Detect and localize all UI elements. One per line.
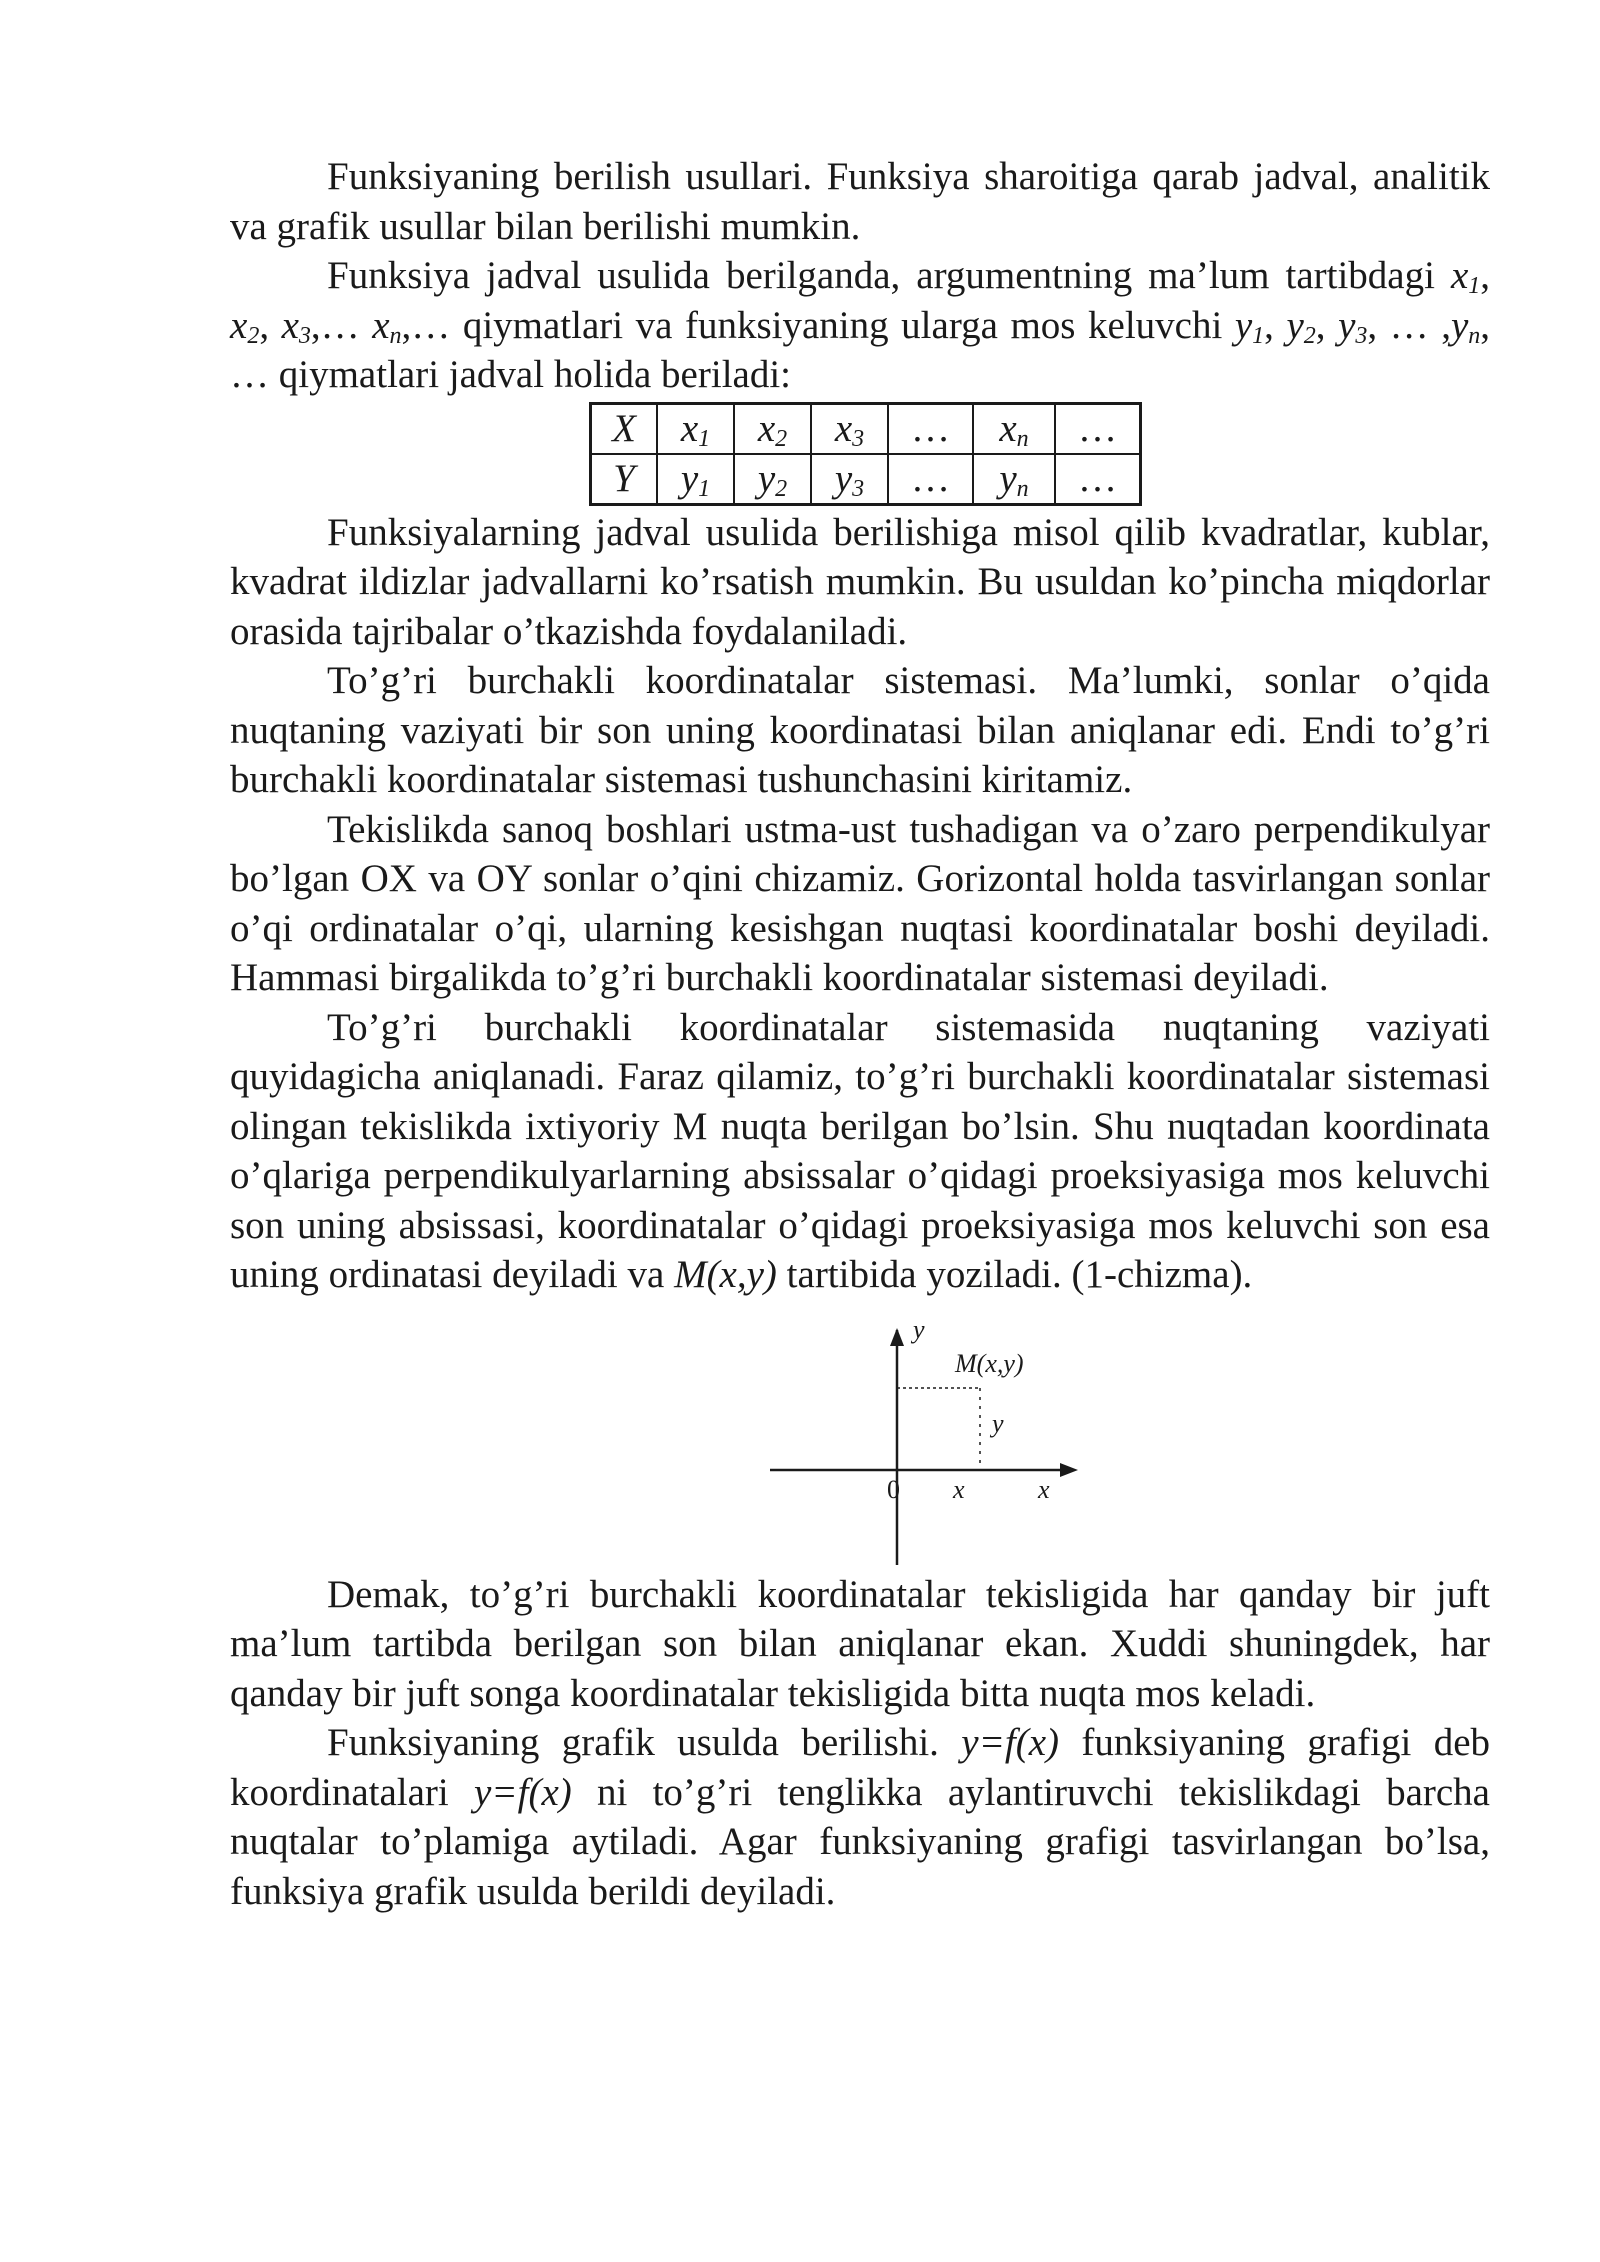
yn-symbol: $y_n$ <box>1450 303 1481 349</box>
table-row-x <box>591 403 1141 454</box>
y-coordinate-label: y <box>992 1408 1004 1438</box>
y3-symbol: $y_3$ <box>1338 303 1368 349</box>
paragraph-table-method: Funksiya jadval usulida berilganda, argumentning ma’lum tartibdagi $x_1$, $x_2$, $x_3,\dots$ $x_n,\dots$ qiymatlari va funksiyaning ularga mos keluvchi $y_1$, $y_2$, $y_3$, … $,y_n$, … qiymatlari jadval holida beriladi: <box>230 254 1491 396</box>
table-cell: $x_n$ <box>973 403 1055 454</box>
table-cell: $x_2$ <box>734 403 811 454</box>
y-axis-arrow-icon <box>890 1328 904 1346</box>
table-header-y: Y <box>591 454 658 505</box>
function-notation: y=f(x) <box>961 1721 1060 1764</box>
y1-symbol: $y_1$ <box>1234 303 1265 349</box>
point-m-label: M(x,y) <box>955 1348 1024 1378</box>
x-axis-arrow-icon <box>1060 1463 1078 1477</box>
table-cell: $y_2$ <box>734 454 811 505</box>
xn-symbol: $x_n$ <box>372 303 402 349</box>
paragraph-function-methods: Funksiyaning berilish usullari. Funksiya sharoitiga qarab jadval, analitik va grafik usullar bilan berilishi mumkin. <box>230 155 1490 248</box>
coordinate-figure <box>230 1300 1490 1570</box>
table-cell: $y_1$ <box>657 454 734 505</box>
table-cell: $y_3$ <box>811 454 888 505</box>
x-coordinate-label: x <box>953 1474 965 1504</box>
x2-symbol: $x_2$ <box>230 303 260 349</box>
table-cell: … <box>888 403 973 454</box>
table-row-y <box>591 454 1141 505</box>
table-cell: $x_1$ <box>657 403 734 454</box>
document-page <box>230 152 1490 1916</box>
paragraph-coordinate-system: To’g’ri burchakli koordinatalar sistemasi. Ma’lumki, sonlar o’qida nuqtaning vaziyati bir son uning koordinatasi bilan aniqlanar edi. Endi to’g’ri burchakli koordinatalar sistemasi tushunchasini kiritamiz. <box>230 659 1490 801</box>
table-cell: … <box>1055 454 1141 505</box>
table-header-x: X <box>591 403 658 454</box>
paragraph-axes: Tekislikda sanoq boshlari ustma-ust tushadigan va o’zaro perpendikulyar bo’lgan OX va OY sonlar o’qini chizamiz. Gorizontal holda tasvirlangan sonlar o’qi ordinatalar o’qi, ularning kesishgan nuqtasi koordinatalar boshi deyiladi. Hammasi birgalikda to’g’ri burchakli koordinatalar sistemasi deyiladi. <box>230 807 1490 999</box>
y2-symbol: $y_2$ <box>1286 303 1316 349</box>
coordinate-diagram <box>770 1320 1090 1570</box>
value-table-container <box>230 400 1490 508</box>
paragraph-table-examples: Funksiyalarning jadval usulida berilishiga misol qilib kvadratlar, kublar, kvadrat ildizlar jadvallarni ko’rsatish mumkin. Bu usuldan ko’pincha miqdorlar orasida tajribalar o’tkazishda foydalaniladi. <box>230 510 1490 653</box>
table-cell: $y_n$ <box>973 454 1055 505</box>
origin-label: 0 <box>887 1474 900 1504</box>
table-cell: … <box>888 454 973 505</box>
y-axis-label: y <box>913 1319 925 1344</box>
x1-symbol: $x_1$ <box>1450 254 1481 299</box>
paragraph-graphic-method: Funksiyaning grafik usulda berilishi. y=f(x) funksiyaning grafigi deb koordinatalari y=f(x) ni to’g’ri tenglikka aylantiruvchi tekislikdagi barcha nuqtalar to’plamiga aytiladi. Agar funksiyaning grafigi tasvirlangan bo’lsa, funksiya grafik usulda berildi deyiladi. <box>230 1721 1491 1913</box>
value-table <box>589 402 1142 506</box>
x-axis-label: x <box>1038 1474 1050 1504</box>
table-cell: $x_3$ <box>811 403 888 454</box>
table-cell: … <box>1055 403 1141 454</box>
point-notation: M(x,y) <box>674 1253 777 1296</box>
paragraph-conclusion: Demak, to’g’ri burchakli koordinatalar tekisligida har qanday bir juft ma’lum tartibda berilgan son bilan aniqlanar ekan. Xuddi shuningdek, har qanday bir juft songa koordinatalar tekisligida bitta nuqta mos keladi. <box>230 1572 1490 1715</box>
paragraph-point-position: To’g’ri burchakli koordinatalar sistemasida nuqtaning vaziyati quyidagicha aniqlanadi. Faraz qilamiz, to’g’ri burchakli koordinatalar sistemasi olingan tekislikda ixtiyoriy M nuqta berilgan bo’lsin. Shu nuqtadan koordinata o’qlariga perpendikulyarlarning absissalar o’qidagi proeksiyasiga mos keluvchi son uning absissasi, koordinatalar o’qidagi proeksiyasiga mos keluvchi son esa uning ordinatasi deyiladi va M(x,y) tartibida yoziladi. (1-chizma). <box>230 1005 1490 1296</box>
x3-symbol: $x_3$ <box>281 303 311 349</box>
function-notation: y=f(x) <box>474 1770 572 1814</box>
